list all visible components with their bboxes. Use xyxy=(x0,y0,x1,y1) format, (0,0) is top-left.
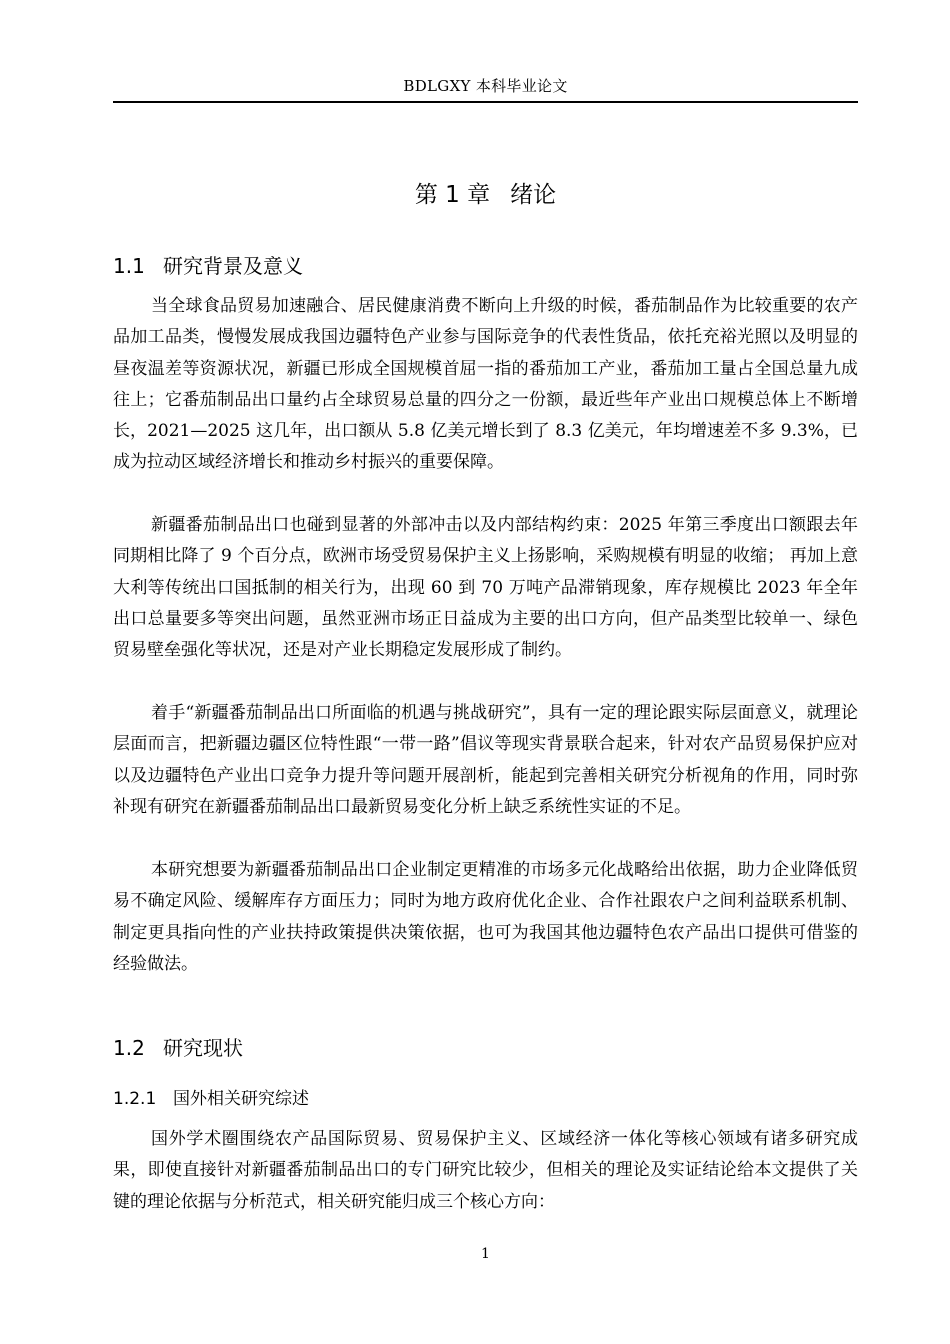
paragraph: 当全球食品贸易加速融合、居民健康消费不断向上升级的时候，番茄制品作为比较重要的农产品加工品类，慢慢发展成我国边疆特色产业参与国际竞争的代表性货品，依托充裕光照以及明显的昼夜温差等资源状况，新疆已形成全国规模首屈一指的番茄加工产业，番茄加工量占全国总量九成往上；它番茄制品出口量约占全球贸易总量的四分之一份额，最近些年产业出口规模总体上不断增长，2021—2025 这几年，出口额从 5.8 亿美元增长到了 8.3 亿美元，年均增速差不多 9.3%，已成为拉动区域经济增长和推动乡村振兴的重要保障。 xyxy=(113,296,858,473)
running-header: BDLGXY 本科毕业论文 xyxy=(403,77,568,95)
paragraph: 国外学术圈围绕农产品国际贸易、贸易保护主义、区域经济一体化等核心领域有诸多研究成果，即使直接针对新疆番茄制品出口的专门研究比较少，但相关的理论及实证结论给本文提供了关键的理论依据与分析范式，相关研究能归成三个核心方向： xyxy=(113,1129,858,1212)
section-number: 1.2 xyxy=(113,1036,145,1060)
subsection-title: 国外相关研究综述 xyxy=(173,1089,309,1109)
section-heading-1-2 xyxy=(113,1034,243,1062)
subsection-heading-1-2-1 xyxy=(113,1087,309,1111)
subsection-number: 1.2.1 xyxy=(113,1089,157,1109)
chapter-title xyxy=(113,180,858,210)
section-title: 研究背景及意义 xyxy=(163,254,303,278)
header-rule xyxy=(113,101,858,103)
paragraph: 着手“新疆番茄制品出口所面临的机遇与挑战研究”，具有一定的理论跟实际层面意义，就理论层面而言，把新疆边疆区位特性跟“一带一路”倡议等现实背景联合起来，针对农产品贸易保护应对以及边疆特色产业出口竞争力提升等问题开展剖析，能起到完善相关研究分析视角的作用，同时弥补现有研究在新疆番茄制品出口最新贸易变化分析上缺乏系统性实证的不足。 xyxy=(113,703,858,817)
page-number: 1 xyxy=(481,1246,490,1262)
paragraph: 新疆番茄制品出口也碰到显著的外部冲击以及内部结构约束：2025 年第三季度出口额跟去年同期相比降了 9 个百分点，欧洲市场受贸易保护主义上扬影响，采购规模有明显的收缩； 再加上意大利等传统出口国抵制的相关行为，出现 60 到 70 万吨产品滞销现象，库存规模比 2023 年全年出口总量要多等突出问题，虽然亚洲市场正日益成为主要的出口方向，但产品类型比较单一、绿色贸易壁垒强化等状况，还是对产业长期稳定发展形成了制约。 xyxy=(113,515,858,661)
section-heading-1-1 xyxy=(113,252,303,280)
chapter-number: 第 1 章 xyxy=(414,182,491,208)
chapter-name: 绪论 xyxy=(510,182,557,208)
section-title: 研究现状 xyxy=(163,1036,243,1060)
paragraph: 本研究想要为新疆番茄制品出口企业制定更精准的市场多元化战略给出依据，助力企业降低贸易不确定风险、缓解库存方面压力；同时为地方政府优化企业、合作社跟农户之间利益联系机制、制定更具指向性的产业扶持政策提供决策依据，也可为我国其他边疆特色农产品出口提供可借鉴的经验做法。 xyxy=(113,860,858,974)
section-number: 1.1 xyxy=(113,254,145,278)
